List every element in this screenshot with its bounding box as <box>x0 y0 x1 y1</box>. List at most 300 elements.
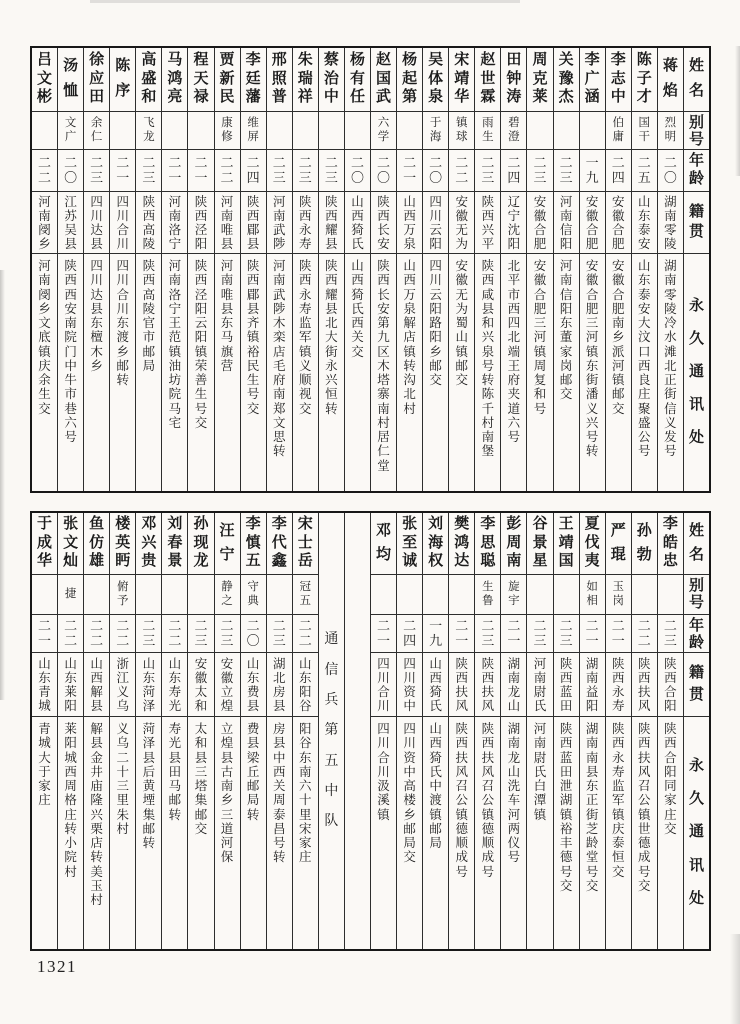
char: 氏 <box>351 236 364 251</box>
char: 三 <box>298 169 312 185</box>
char: 河 <box>559 194 573 209</box>
char: 马 <box>220 330 234 345</box>
char: 军 <box>611 793 625 808</box>
char: 山 <box>429 722 442 736</box>
char: 泉 <box>481 344 495 359</box>
char: 洗 <box>507 779 521 793</box>
char: 二 <box>194 154 208 170</box>
char: 谷 <box>532 516 548 533</box>
char: 于 <box>37 516 53 533</box>
origin-cell <box>632 653 657 717</box>
char: 湖 <box>664 194 677 209</box>
char: 二 <box>611 154 625 170</box>
entry-column <box>370 513 396 949</box>
char: 江 <box>64 194 77 209</box>
char: 镇 <box>403 344 416 359</box>
age-cell <box>501 615 526 653</box>
char: 兴 <box>585 415 599 430</box>
char: 东 <box>64 670 77 685</box>
char: 市 <box>507 287 521 302</box>
char: 蔡 <box>323 51 339 68</box>
char: 合 <box>585 287 599 302</box>
header-alias <box>684 112 709 150</box>
origin-cell <box>658 653 683 717</box>
char: 为 <box>455 236 469 251</box>
char: 裕 <box>246 344 260 359</box>
origin-cell <box>58 653 83 717</box>
char: 盛 <box>141 70 157 87</box>
char: 郿 <box>246 287 260 302</box>
char: 徽 <box>533 273 547 288</box>
char: 生 <box>38 387 51 402</box>
char: 陕 <box>299 194 312 209</box>
address-cell <box>267 254 292 491</box>
char: 猗 <box>429 684 442 699</box>
char: 四 <box>403 722 416 736</box>
alias-cell <box>580 575 605 615</box>
char: 星 <box>532 552 548 569</box>
char: 三 <box>559 169 573 185</box>
char: 号 <box>507 850 521 865</box>
char: 海 <box>428 534 444 551</box>
char: 云 <box>194 316 208 330</box>
origin-cell <box>423 653 448 717</box>
char: 扶 <box>481 684 495 699</box>
char: 士 <box>297 534 313 551</box>
char: 一 <box>403 169 417 185</box>
char: 区 <box>377 344 390 359</box>
char: 堂 <box>585 850 599 865</box>
char: 仿 <box>89 534 105 551</box>
char: 年 <box>688 618 704 634</box>
entry-column <box>109 513 135 949</box>
char: 光 <box>168 698 182 713</box>
char: 南 <box>64 316 77 330</box>
char: 东 <box>246 670 260 685</box>
char: 久 <box>688 791 704 808</box>
address-cell <box>84 717 109 949</box>
char: 彬 <box>37 89 53 106</box>
char: 镇 <box>481 807 495 822</box>
char: 西 <box>481 208 495 223</box>
char: 唯 <box>220 222 234 237</box>
char: 资 <box>403 684 416 699</box>
header-address <box>684 717 709 949</box>
char: 李 <box>245 516 261 533</box>
char: 西 <box>351 208 364 223</box>
char: 齐 <box>246 316 260 330</box>
char: 庆 <box>611 821 625 836</box>
char: 赵 <box>480 51 496 68</box>
char: 徽 <box>455 208 469 223</box>
age-cell <box>110 615 135 653</box>
char: 居 <box>377 430 390 444</box>
char: 二 <box>64 154 78 170</box>
char: 九 <box>585 169 599 185</box>
char: 维 <box>247 117 259 130</box>
char: 号 <box>688 132 704 149</box>
char: 高 <box>142 287 156 302</box>
char: 岳 <box>297 552 313 569</box>
char: 扶 <box>455 684 469 699</box>
char: 德 <box>481 821 495 836</box>
char: 堡 <box>481 444 495 459</box>
char: 安 <box>585 259 599 273</box>
char: 王 <box>558 516 574 533</box>
char: 西 <box>64 287 77 302</box>
char: 汤 <box>63 58 79 75</box>
char: 合 <box>116 222 129 237</box>
char: 二 <box>90 617 104 633</box>
char: 川 <box>403 736 416 751</box>
char: 球 <box>456 130 468 143</box>
char: 南 <box>507 736 521 751</box>
char: 复 <box>533 373 547 387</box>
char: 二 <box>220 617 234 633</box>
char: 南 <box>664 208 677 223</box>
char: 中 <box>403 764 416 779</box>
char: 南 <box>272 273 286 288</box>
char: 山 <box>455 330 469 345</box>
char: 三 <box>272 169 286 185</box>
char: 讯 <box>688 857 704 874</box>
char: 高 <box>142 222 156 237</box>
char: 陕 <box>664 722 677 736</box>
char: 镇 <box>456 117 468 130</box>
char: 庄 <box>299 850 312 865</box>
char: 合 <box>377 684 390 699</box>
char: 夹 <box>507 387 521 402</box>
name-cell <box>658 48 683 112</box>
address-cell <box>162 717 187 949</box>
entry-column <box>579 48 605 491</box>
char: 庄 <box>664 807 677 822</box>
char: 兴 <box>481 330 495 345</box>
char: 肥 <box>533 301 547 316</box>
char: 三 <box>481 169 495 185</box>
char: 苏 <box>64 208 77 223</box>
char: 安 <box>533 194 547 209</box>
char: 阳 <box>429 236 442 251</box>
entry-column <box>240 48 266 491</box>
age-cell <box>397 150 422 192</box>
char: 飞 <box>143 117 155 130</box>
char: 永 <box>688 758 704 775</box>
char: 二 <box>481 617 495 633</box>
char: 庄 <box>38 793 51 808</box>
char: 霖 <box>480 89 496 106</box>
alias-cell <box>371 112 396 150</box>
char: 县 <box>481 301 495 316</box>
char: 康 <box>221 117 233 130</box>
address-cell <box>475 254 500 491</box>
char: 立 <box>220 684 234 699</box>
char: 义 <box>664 415 677 430</box>
age-cell <box>658 615 683 653</box>
char: 县 <box>168 750 182 765</box>
char: 乡 <box>38 236 51 251</box>
char: 皓 <box>662 534 678 551</box>
char: 阳 <box>194 236 208 251</box>
char: 尉 <box>533 684 547 699</box>
char: 氏 <box>429 764 442 779</box>
address-cell <box>110 254 135 491</box>
char: 李 <box>610 51 626 68</box>
char: 西 <box>246 208 260 223</box>
header-origin <box>684 192 709 254</box>
address-cell <box>162 254 187 491</box>
char: 局 <box>403 836 416 850</box>
char: 东 <box>116 316 129 330</box>
char: 二 <box>637 632 651 648</box>
char: 泉 <box>403 236 416 251</box>
char: 号 <box>64 430 77 444</box>
char: 太 <box>194 722 208 736</box>
header-column <box>683 513 709 949</box>
char: 镇 <box>38 344 51 359</box>
char: 体 <box>428 70 444 87</box>
char: 恒 <box>325 387 338 402</box>
char: 乌 <box>116 698 129 713</box>
char: 二 <box>116 154 130 170</box>
char: 二 <box>38 154 52 170</box>
char: 镇 <box>585 344 599 359</box>
char: 三 <box>116 779 129 793</box>
char: 赵 <box>376 51 392 68</box>
char: 陕 <box>638 722 651 736</box>
address-cell <box>136 717 161 949</box>
char: 安 <box>611 259 625 273</box>
char: 子 <box>636 70 652 87</box>
char: 陕 <box>481 722 495 736</box>
char: 至 <box>402 534 418 551</box>
char: 两 <box>507 821 521 836</box>
char: 庄 <box>638 387 651 402</box>
char: 和 <box>141 89 157 106</box>
char: 府 <box>272 373 286 387</box>
char: 九 <box>429 632 443 648</box>
char: 金 <box>90 750 103 765</box>
char: 南 <box>220 779 234 793</box>
char: 合 <box>664 684 677 699</box>
char: 善 <box>194 373 208 387</box>
char: 二 <box>194 617 208 633</box>
char: 阳 <box>559 301 573 316</box>
char: 玉 <box>90 878 103 893</box>
char: 毛 <box>272 358 286 373</box>
char: 大 <box>638 316 651 330</box>
char: 营 <box>220 358 234 373</box>
char: 谷 <box>299 698 312 713</box>
char: 阌 <box>38 287 51 302</box>
alias-cell <box>606 575 631 615</box>
entry-column <box>526 513 552 949</box>
char: 余 <box>90 117 103 130</box>
age-cell <box>475 150 500 192</box>
char: 泰 <box>272 807 286 822</box>
char: 猗 <box>351 222 364 237</box>
char: 街 <box>585 373 599 387</box>
char: 山 <box>403 194 416 209</box>
char: 起 <box>402 70 418 87</box>
origin-cell <box>32 653 57 717</box>
char: 青 <box>38 684 51 699</box>
char: 西 <box>377 208 390 223</box>
origin-cell <box>345 192 370 254</box>
char: 沈 <box>507 222 521 237</box>
char: 合 <box>377 750 390 765</box>
age-cell <box>554 150 579 192</box>
char: 一 <box>116 169 130 185</box>
blank-column <box>344 513 370 949</box>
char: 召 <box>481 779 495 793</box>
char: 东 <box>299 670 312 685</box>
entry-column <box>396 48 422 491</box>
char: 玉 <box>612 581 624 594</box>
char: 一 <box>194 169 208 185</box>
char: 西 <box>64 273 77 288</box>
char: 三 <box>533 169 547 185</box>
age-cell <box>84 615 109 653</box>
char: 武 <box>272 287 286 302</box>
char: 渡 <box>116 330 129 345</box>
char: 成 <box>37 534 53 551</box>
char: 蜀 <box>455 316 469 330</box>
char: 肥 <box>611 236 625 251</box>
char: 邢 <box>271 51 287 68</box>
char: 名 <box>688 83 704 100</box>
char: 三 <box>194 632 208 648</box>
char: 东 <box>559 316 573 330</box>
origin-cell <box>241 192 266 254</box>
char: 新 <box>219 70 235 87</box>
char: 徽 <box>611 208 625 223</box>
char: 阌 <box>38 222 51 237</box>
char: 宁 <box>507 208 521 223</box>
char: 中 <box>323 89 339 106</box>
char: 涛 <box>506 89 522 106</box>
char: 端 <box>507 344 521 359</box>
char: 楼 <box>403 793 416 808</box>
char: 景 <box>532 534 548 551</box>
entry-column <box>553 48 579 491</box>
char: 广 <box>584 70 600 87</box>
char: 美 <box>90 864 103 879</box>
char: 牛 <box>64 373 77 387</box>
char: 鲁 <box>482 594 494 607</box>
char: 杨 <box>402 51 418 68</box>
char: 山 <box>351 194 364 209</box>
name-cell <box>162 513 187 575</box>
char: 乌 <box>116 736 129 751</box>
char: 靖 <box>454 70 470 87</box>
name-cell <box>658 513 683 575</box>
char: 号 <box>455 864 469 879</box>
char: 无 <box>455 222 469 237</box>
char: 潘 <box>585 387 599 402</box>
char: 中 <box>324 784 339 800</box>
char: 邮 <box>429 821 442 836</box>
char: 阳 <box>429 330 442 345</box>
char: 零 <box>664 287 677 302</box>
char: 陕 <box>611 722 625 736</box>
char: 号 <box>559 864 573 879</box>
name-cell <box>215 48 240 112</box>
char: 号 <box>688 595 704 612</box>
age-cell <box>580 150 605 192</box>
char: 三 <box>272 632 286 648</box>
char: 蓝 <box>559 684 573 699</box>
char: 一 <box>38 632 52 648</box>
char: 郑 <box>272 401 286 416</box>
char: 合 <box>533 222 547 237</box>
char: 转 <box>403 358 416 373</box>
char: 号 <box>272 836 286 850</box>
origin-cell <box>293 192 318 254</box>
char: 尉 <box>533 750 547 765</box>
char: 山 <box>403 259 416 273</box>
origin-cell <box>606 653 631 717</box>
entry-column <box>474 513 500 949</box>
origin-cell <box>267 192 292 254</box>
char: 龙 <box>193 552 209 569</box>
char: 煌 <box>220 736 234 751</box>
char: 山 <box>507 764 521 779</box>
char: 信 <box>664 401 677 416</box>
char: 国 <box>558 552 574 569</box>
char: 修 <box>221 130 233 143</box>
char: 英 <box>115 534 131 551</box>
char: 泰 <box>638 222 651 237</box>
char: 三 <box>663 632 677 648</box>
char: 转 <box>142 836 156 850</box>
char: 泉 <box>428 89 444 106</box>
char: 久 <box>688 330 704 347</box>
char: 田 <box>89 89 105 106</box>
char: 西 <box>90 670 103 685</box>
char: 义 <box>116 684 129 699</box>
char: 召 <box>638 779 651 793</box>
char: 泽 <box>142 736 156 751</box>
char: 川 <box>377 764 390 779</box>
char: 邮 <box>611 387 625 402</box>
alias-cell <box>554 112 579 150</box>
char: 三 <box>142 169 156 185</box>
char: 益 <box>585 684 599 699</box>
name-cell <box>554 48 579 112</box>
char: 公 <box>455 793 469 808</box>
char: 肥 <box>585 301 599 316</box>
char: 贯 <box>688 224 704 241</box>
char: 信 <box>559 287 573 302</box>
char: 湖 <box>585 656 599 671</box>
char: 号 <box>246 387 260 402</box>
char: 南 <box>585 750 599 765</box>
origin-cell <box>397 192 422 254</box>
char: 县 <box>142 750 156 765</box>
char: 云 <box>429 287 442 302</box>
char: 龙 <box>507 684 521 699</box>
alias-cell <box>527 112 552 150</box>
char: 阳 <box>64 698 77 713</box>
char: 仪 <box>507 836 521 850</box>
char: 鑫 <box>271 552 287 569</box>
entry-column <box>266 513 292 949</box>
char: 无 <box>455 287 469 302</box>
origin-cell <box>188 653 213 717</box>
char: 阳 <box>299 684 312 699</box>
char: 梁 <box>246 750 260 765</box>
